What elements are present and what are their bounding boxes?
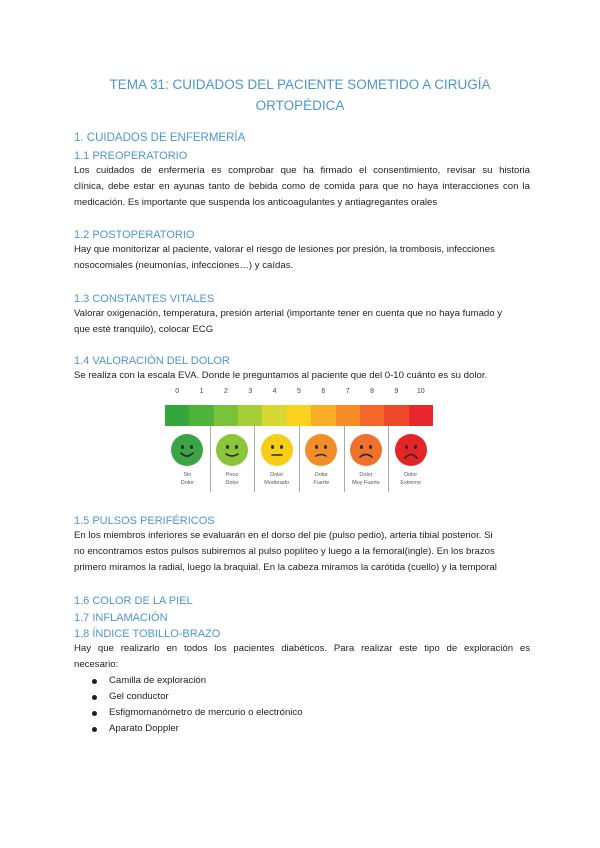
title-line-1: TEMA 31: CUIDADOS DEL PACIENTE SOMETIDO A CIRUGÍA bbox=[109, 77, 491, 92]
pain-scale-number: 8 bbox=[370, 388, 375, 395]
heading-postoperatorio: 1.2 POSTOPERATORIO bbox=[74, 229, 195, 241]
pain-scale-number: 2 bbox=[223, 388, 228, 395]
pain-scale-segment bbox=[238, 405, 263, 426]
title-line-2: ORTOPÉDICA bbox=[255, 98, 345, 113]
pain-scale-segment bbox=[287, 405, 312, 426]
pain-face-icon bbox=[305, 434, 337, 466]
paragraph-line: Hay que realizarlo en todos los pacientes diabéticos. Para realizar este tipo de exploración es bbox=[74, 643, 530, 654]
pain-scale-divider bbox=[388, 426, 389, 492]
pain-scale-number: 10 bbox=[416, 388, 425, 395]
pain-scale-eva bbox=[165, 388, 433, 494]
pain-scale-number: 5 bbox=[297, 388, 301, 395]
paragraph-line: Se realiza con la escala EVA. Donde le preguntamos al paciente que del 0-10 cuánto es su dolor. bbox=[74, 370, 488, 381]
pain-face-caption: Sin Dolor bbox=[180, 472, 194, 486]
pain-scale-divider bbox=[254, 426, 255, 492]
paragraph-line: En los miembros inferiores se evaluarán en el dorso del pie (pulso pedio), arteria tibial posterior. Si bbox=[74, 530, 493, 541]
pain-scale-number: 3 bbox=[248, 388, 253, 395]
pain-scale-divider bbox=[344, 426, 345, 492]
pain-scale-number: 4 bbox=[272, 388, 277, 395]
pain-face-icon bbox=[216, 434, 248, 466]
heading-constantes-vitales: 1.3 CONSTANTES VITALES bbox=[74, 293, 215, 305]
bullet-icon bbox=[92, 727, 97, 732]
paragraph-line: clínica, debe estar en ayunas tanto de bebida como de comida para que no haya interacciones con la bbox=[74, 181, 530, 192]
paragraph-line: que esté tranquilo), colocar ECG bbox=[74, 324, 214, 335]
pain-face-icon bbox=[350, 434, 382, 466]
paragraph-constantes-vitales bbox=[74, 306, 530, 338]
pain-face-icon bbox=[171, 434, 203, 466]
paragraph-line: nosocomiales (neumonías, infecciones…) y caídas. bbox=[74, 260, 294, 271]
pain-face-caption: Poco Dolor bbox=[225, 472, 239, 486]
pain-scale-segment bbox=[384, 405, 409, 426]
pain-scale-segment bbox=[214, 405, 239, 426]
list-item: Esfigmomanómetro de mercurio o electrónico bbox=[92, 705, 303, 721]
paragraph-preoperatorio bbox=[74, 163, 530, 211]
material-list bbox=[92, 673, 303, 737]
paragraph-line: no encontramos estos pulsos subiremos al pulso poplíteo y luego a la femoral(ingle). En los brazos bbox=[74, 546, 495, 557]
pain-face-icon bbox=[395, 434, 427, 466]
pain-scale-divider bbox=[299, 426, 300, 492]
pain-scale-number: 9 bbox=[394, 388, 399, 395]
bullet-icon bbox=[92, 695, 97, 700]
pain-scale-segment bbox=[189, 405, 214, 426]
bullet-icon bbox=[92, 679, 97, 684]
heading-pulsos-perifericos: 1.5 PULSOS PERIFÉRICOS bbox=[74, 515, 215, 527]
pain-face-icon bbox=[261, 434, 293, 466]
paragraph-line: primero miramos la radial, luego la braquial. En la cabeza miramos la carótida (cuello) y la temporal bbox=[74, 562, 497, 573]
paragraph-line: Valorar oxigenación, temperatura, presión arterial (importante tener en cuenta que no haya fumado y bbox=[74, 308, 503, 319]
pain-face-caption: Dolor Moderado bbox=[264, 472, 290, 486]
list-item: Gel conductor bbox=[92, 689, 303, 705]
pain-scale-segment bbox=[409, 405, 434, 426]
pain-face-caption: Dolor Fuerte bbox=[313, 472, 330, 486]
paragraph-line: necesario: bbox=[74, 659, 119, 670]
pain-scale-segment bbox=[165, 405, 190, 426]
heading-color-piel: 1.6 COLOR DE LA PIEL bbox=[74, 595, 193, 607]
heading-indice-tobillo-brazo: 1.8 ÍNDICE TOBILLO-BRAZO bbox=[74, 628, 221, 640]
list-item: Aparato Doppler bbox=[92, 721, 303, 737]
document-title bbox=[60, 74, 540, 116]
pain-scale-segment bbox=[360, 405, 385, 426]
paragraph-line: Los cuidados de enfermería es comprobar que ha firmado el consentimiento, revisar su historia bbox=[74, 165, 530, 176]
list-item: Camilla de exploración bbox=[92, 673, 303, 689]
bullet-icon bbox=[92, 711, 97, 716]
heading-valoracion-dolor: 1.4 VALORACIÓN DEL DOLOR bbox=[74, 355, 230, 367]
paragraph-line: medicación. Es importante que suspenda los anticoagulantes y antiagregantes orales bbox=[74, 197, 438, 208]
paragraph-pulsos-perifericos bbox=[74, 528, 530, 576]
paragraph-indice-tobillo-brazo bbox=[74, 641, 530, 673]
heading-preoperatorio: 1.1 PREOPERATORIO bbox=[74, 150, 188, 162]
pain-scale-segment bbox=[336, 405, 361, 426]
pain-scale-segment bbox=[311, 405, 336, 426]
pain-scale-segment bbox=[262, 405, 287, 426]
pain-scale-divider bbox=[210, 426, 211, 492]
paragraph-postoperatorio bbox=[74, 242, 530, 274]
paragraph-valoracion-dolor bbox=[74, 368, 530, 384]
pain-face-caption: Dolor Extremo bbox=[400, 472, 421, 486]
paragraph-line: Hay que monitorizar al paciente, valorar el riesgo de lesiones por presión, la trombosis, infecciones bbox=[74, 244, 495, 255]
pain-face-caption: Dolor Muy Fuerte bbox=[352, 472, 380, 486]
pain-scale-number: 7 bbox=[345, 388, 350, 395]
pain-scale-number: 0 bbox=[175, 388, 180, 395]
heading-cuidados-enfermeria: 1. CUIDADOS DE ENFERMERÍA bbox=[74, 132, 246, 144]
pain-scale-number: 6 bbox=[321, 388, 326, 395]
heading-inflamacion: 1.7 INFLAMACIÓN bbox=[74, 612, 168, 624]
pain-scale-number: 1 bbox=[199, 388, 204, 395]
